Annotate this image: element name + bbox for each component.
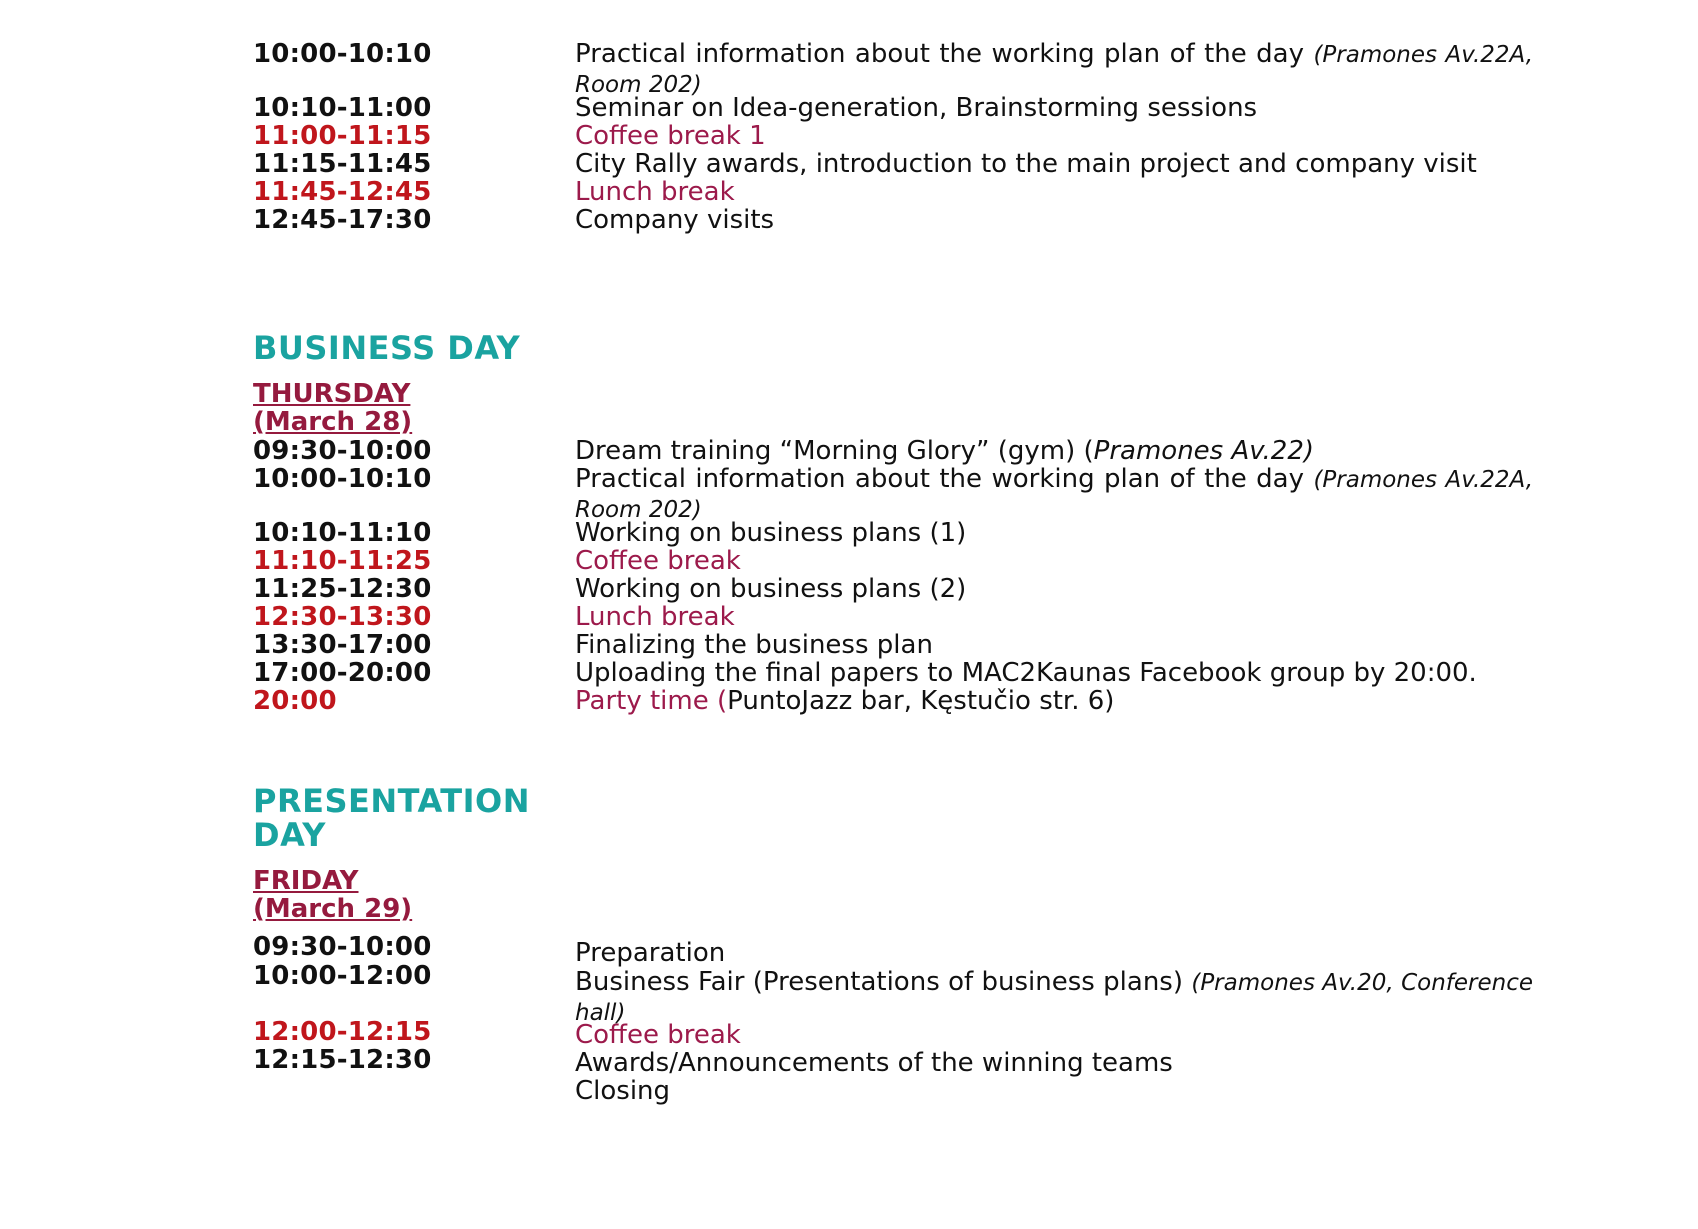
time-slot: 10:10-11:10 [253,518,432,548]
activity: Business Fair (Presentations of business plans) (Pramones Av.20, Conference hall) [575,967,1534,1026]
time-slot: 12:45-17:30 [253,205,432,235]
day-name-thursday: THURSDAY [253,379,411,409]
time-slot: 10:00-10:10 [253,464,432,494]
activity: Working on business plans (2) [575,574,967,604]
break-activity: Coffee break [575,1020,741,1050]
location-note: (Pramones Av.22A, Room 202) [575,42,1534,98]
activity: Preparation [575,938,726,968]
activity: Finalizing the business plan [575,630,933,660]
location-note: (Pramones Av.20, Conference hall) [575,970,1534,1026]
activity: Working on business plans (1) [575,518,967,548]
break-activity: Party time (PuntoJazz bar, Kęstučio str. 6) [575,686,1115,716]
day-date-thursday: (March 28) [253,407,413,437]
section-heading-presentation-day: PRESENTATION [253,782,530,820]
break-activity: Lunch break [575,177,735,207]
break-activity: Coffee break 1 [575,121,766,151]
activity: City Rally awards, introduction to the main project and company visit [575,149,1477,179]
activity: Awards/Announcements of the winning teams [575,1048,1173,1078]
activity-closing: Closing [575,1076,671,1106]
time-slot: 10:00-12:00 [253,961,432,991]
time-slot: 13:30-17:00 [253,630,432,660]
time-slot: 09:30-10:00 [253,932,432,962]
time-slot: 12:15-12:30 [253,1045,432,1075]
time-slot: 11:00-11:15 [253,121,432,151]
time-slot: 20:00 [253,686,337,716]
break-activity: Coffee break [575,546,741,576]
activity: Seminar on Idea-generation, Brainstorming sessions [575,93,1258,123]
party-location: PuntoJazz bar, Kęstučio str. 6) [727,686,1115,716]
activity: Practical information about the working plan of the day (Pramones Av.22A, Room 202) [575,39,1534,98]
time-slot: 11:25-12:30 [253,574,432,604]
activity: Company visits [575,205,775,235]
time-slot: 10:00-10:10 [253,39,432,69]
section-heading-business-day: BUSINESS DAY [253,329,521,367]
day-date-friday: (March 29) [253,894,413,924]
time-slot: 11:45-12:45 [253,177,432,207]
location-note: Pramones Av.22) [1093,436,1315,466]
section-heading-presentation-day-line2: DAY [253,816,326,854]
day-name-friday: FRIDAY [253,866,359,896]
time-slot: 12:00-12:15 [253,1017,432,1047]
activity: Practical information about the working plan of the day (Pramones Av.22A, Room 202) [575,464,1534,523]
break-activity: Lunch break [575,602,735,632]
time-slot: 09:30-10:00 [253,436,432,466]
time-slot: 11:10-11:25 [253,546,432,576]
time-slot: 17:00-20:00 [253,658,432,688]
location-note: (Pramones Av.22A, Room 202) [575,467,1534,523]
time-slot: 10:10-11:00 [253,93,432,123]
time-slot: 11:15-11:45 [253,149,432,179]
activity: Uploading the final papers to MAC2Kaunas Facebook group by 20:00. [575,658,1477,688]
time-slot: 12:30-13:30 [253,602,432,632]
activity: Dream training “Morning Glory” (gym) (Pramones Av.22) [575,436,1315,466]
